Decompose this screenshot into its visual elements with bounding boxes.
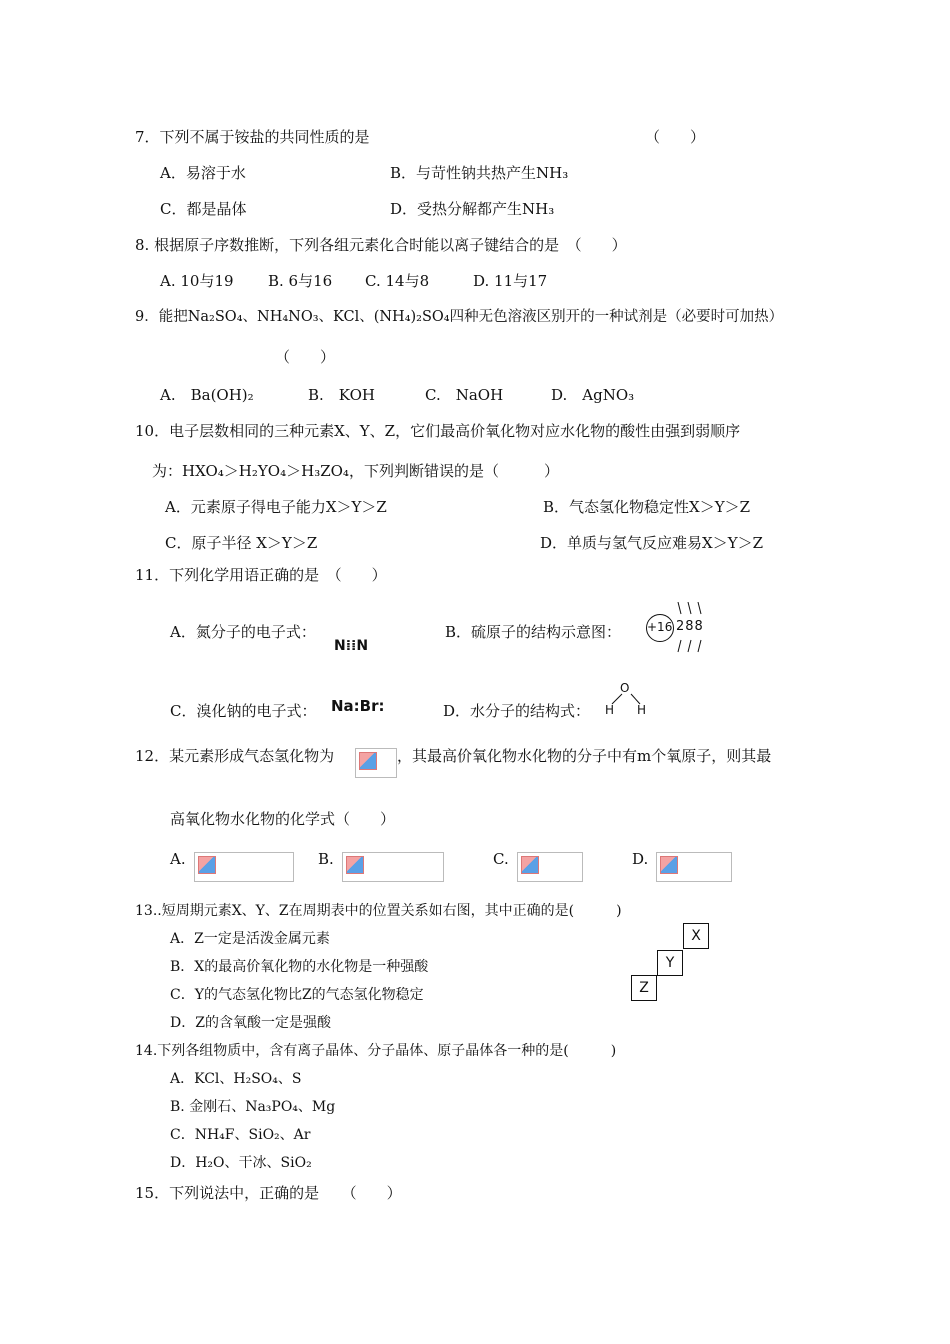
- q8-option-c: C. 14与8: [365, 272, 430, 290]
- q11-option-b: B．硫原子的结构示意图：: [445, 623, 622, 641]
- q13-option-b: B．X的最高价氧化物的水化物是一种强酸: [170, 959, 429, 975]
- q12-option-c-image: [517, 852, 583, 882]
- q11-option-d: D．水分子的结构式：: [443, 702, 591, 720]
- q12-option-d: D.: [632, 850, 649, 868]
- q7-option-d: D．受热分解都产生NH₃: [390, 200, 555, 218]
- bond-lines: [600, 678, 660, 718]
- broken-image-icon: [198, 856, 216, 874]
- q12-stem-tail: ，其最高价氧化物水化物的分子中有m个氧原子，则其最: [397, 747, 772, 765]
- broken-image-icon: [521, 856, 539, 874]
- q8-option-b: B. 6与16: [268, 272, 333, 290]
- nucleus-charge: +16: [647, 620, 673, 634]
- q11-option-a-formula: N⁞⁞N: [334, 638, 369, 654]
- hydrogen-left: H: [605, 703, 615, 717]
- q11-option-c-formula: Na:Br:: [331, 697, 385, 715]
- sulfur-atom-diagram: [644, 602, 714, 654]
- periodic-cell-x: X: [683, 923, 709, 949]
- q10-stem-line2: 为：HXO₄＞H₂YO₄＞H₃ZO₄，下列判断错误的是（ ）: [152, 462, 559, 480]
- q14-stem: 14.下列各组物质中，含有离子晶体、分子晶体、原子晶体各一种的是( ): [135, 1043, 617, 1059]
- q7-answer-paren: （ ）: [645, 128, 706, 146]
- q13-stem: 13..短周期元素X、Y、Z在周期表中的位置关系如右图，其中正确的是( ): [135, 903, 622, 919]
- q9-option-b: B. KOH: [308, 386, 375, 404]
- broken-image-icon: [346, 856, 364, 874]
- q14-option-a: A．KCl、H₂SO₄、S: [170, 1071, 302, 1087]
- q13-option-a: A．Z一定是活泼金属元素: [170, 931, 330, 947]
- shell-arcs: [644, 602, 714, 654]
- q9-option-d: D. AgNO₃: [551, 386, 635, 404]
- q7-stem: 7．下列不属于铵盐的共同性质的是: [135, 128, 370, 146]
- q8-option-d: D. 11与17: [473, 272, 548, 290]
- periodic-cell-z: Z: [631, 975, 657, 1001]
- q11-option-c: C．溴化钠的电子式：: [170, 702, 317, 720]
- broken-image-icon: [660, 856, 678, 874]
- hydrogen-right: H: [637, 703, 647, 717]
- q9-option-c: C. NaOH: [425, 386, 504, 404]
- periodic-cell-y: Y: [657, 950, 683, 976]
- q8-stem: 8. 根据原子序数推断，下列各组元素化合时能以离子键结合的是 （ ）: [135, 236, 627, 254]
- q12-option-c: C.: [493, 850, 509, 868]
- q12-option-b: B.: [318, 850, 334, 868]
- oxygen-label: O: [620, 681, 630, 695]
- q15-stem: 15．下列说法中，正确的是 （ ）: [135, 1184, 402, 1202]
- q12-stem: 12．某元素形成气态氢化物为: [135, 747, 335, 765]
- q11-stem: 11．下列化学用语正确的是 （ ）: [135, 566, 387, 584]
- q10-stem: 10．电子层数相同的三种元素X、Y、Z，它们最高价氧化物对应水化物的酸性由强到弱顺序: [135, 422, 741, 440]
- q9-answer-paren: （ ）: [275, 348, 336, 366]
- q14-option-b: B. 金刚石、Na₃PO₄、Mg: [170, 1099, 336, 1115]
- q7-option-b: B．与苛性钠共热产生NH₃: [390, 164, 569, 182]
- q14-option-c: C．NH₄F、SiO₂、Ar: [170, 1127, 311, 1143]
- q12-option-b-image: [342, 852, 444, 882]
- q8-option-a: A. 10与19: [160, 272, 234, 290]
- q12-hydride-formula-image: [355, 748, 397, 778]
- q14-option-d: D．H₂O、干冰、SiO₂: [170, 1155, 312, 1171]
- q11-option-a: A．氮分子的电子式：: [170, 623, 316, 641]
- water-structure: [600, 678, 660, 718]
- q10-option-a: A．元素原子得电子能力X＞Y＞Z: [165, 498, 387, 516]
- q13-option-d: D．Z的含氧酸一定是强酸: [170, 1015, 331, 1031]
- q13-option-c: C．Y的气态氢化物比Z的气态氢化物稳定: [170, 987, 424, 1003]
- q9-stem: 9．能把Na₂SO₄、NH₄NO₃、KCl、(NH₄)₂SO₄四种无色溶液区别开的一种试剂是（必要时可加热）: [135, 309, 784, 325]
- q12-option-d-image: [656, 852, 732, 882]
- q12-option-a-image: [194, 852, 294, 882]
- broken-image-icon: [359, 752, 377, 770]
- q7-option-a: A．易溶于水: [160, 164, 246, 182]
- electron-shells: 288: [676, 619, 704, 634]
- q9-option-a: A. Ba(OH)₂: [160, 386, 254, 404]
- q12-stem-line2: 高氧化物水化物的化学式（ ）: [170, 810, 396, 828]
- q7-option-c: C．都是晶体: [160, 200, 247, 218]
- q10-option-c: C．原子半径 X＞Y＞Z: [165, 534, 318, 552]
- q10-option-d: D．单质与氢气反应难易X＞Y＞Z: [540, 534, 764, 552]
- q10-option-b: B．气态氢化物稳定性X＞Y＞Z: [543, 498, 751, 516]
- q12-option-a: A.: [170, 850, 186, 868]
